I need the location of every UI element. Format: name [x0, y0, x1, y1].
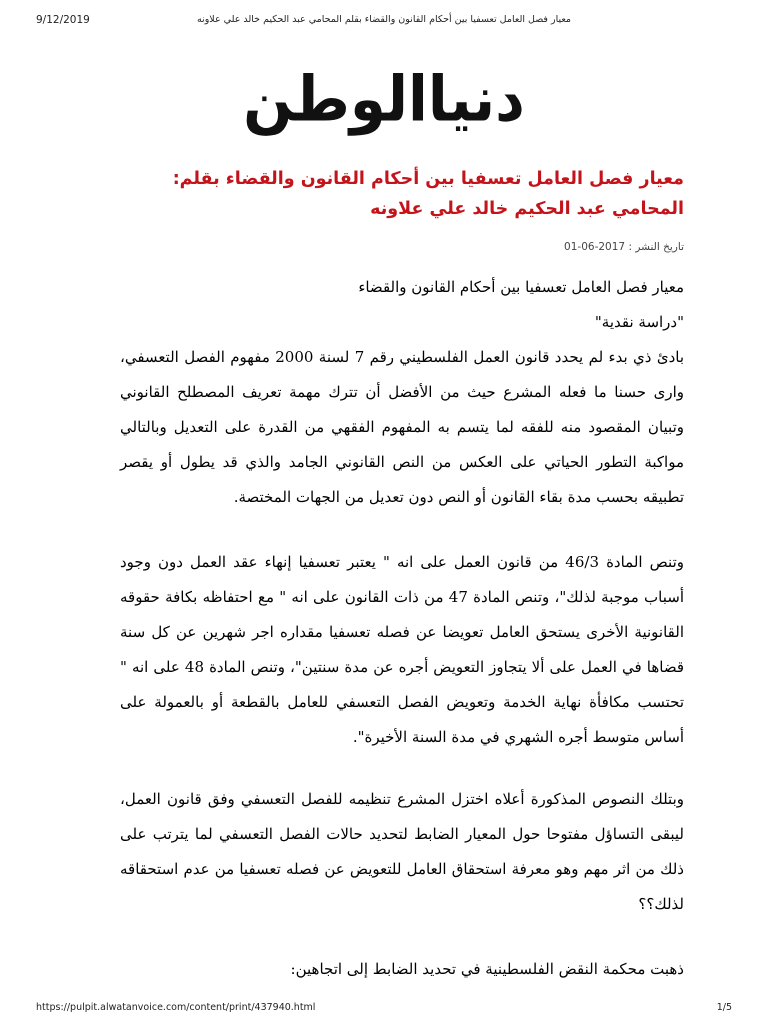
- article-title: معيار فصل العامل تعسفيا بين أحكام القانون والقضاء بقلم: المحامي عبد الحكيم خالد علي علاونه: [172, 169, 684, 219]
- article-paragraph: معيار فصل العامل تعسفيا بين أحكام القانون والقضاء: [358, 278, 684, 296]
- publish-date: تاريخ النشر : 2017-06-01: [564, 241, 684, 253]
- site-logo: [0, 64, 768, 134]
- page-number: 1/5: [716, 1002, 732, 1013]
- article: [120, 164, 684, 987]
- print-header-title: معيار فصل العامل تعسفيا بين أحكام القانون والقضاء بقلم المحامي عبد الحكيم خالد علي علاونه: [196, 14, 572, 25]
- site-logo-text: دنياالوطن: [243, 62, 525, 136]
- print-date: 9/12/2019: [36, 14, 90, 26]
- article-paragraph: وتنص المادة 46/3 من قانون العمل على انه " يعتبر تعسفيا إنهاء عقد العمل دون وجود أسباب موجبة لذلك"، وتنص المادة 47 من ذات القانون على انه " مع احتفاظه بكافة حقوقه القانونية الأخرى يستحق العامل تعويضا عن فصله تعسفيا مقداره اجر شهرين عن كل سنة قضاها في العمل على ألا يتجاوز التعويض أجره عن مدة سنتين"، وتنص المادة 48 على انه " تحتسب مكافأة نهاية الخدمة وتعويض الفصل التعسفي للعامل بالقطعة أو بالعمولة على أساس متوسط أجره الشهري في مدة السنة الأخيرة".: [120, 553, 685, 746]
- print-url[interactable]: https://pulpit.alwatanvoice.com/content/print/437940.html: [36, 1002, 316, 1013]
- print-footer: [36, 1002, 732, 1016]
- article-paragraph: وبتلك النصوص المذكورة أعلاه اختزل المشرع تنظيمه للفصل التعسفي وفق قانون العمل، ليبقى التساؤل مفتوحا حول المعيار الضابط لتحديد حالات الفصل التعسفي لما يترتب على ذلك من اثر مهم وهو معرفة استحقاق العامل للتعويض عن فصله تعسفيا من عدم استحقاقه لذلك؟؟: [120, 790, 684, 913]
- article-paragraph: بادئ ذي بدء لم يحدد قانون العمل الفلسطيني رقم 7 لسنة 2000 مفهوم الفصل التعسفي، وارى حسنا ما فعله المشرع حيث من الأفضل أن تترك مهمة تعريف المصطلح القانوني وتبيان المقصود منه للفقه لما يتسم به المفهوم الفقهي من القدرة على التعديل وبالتالي مواكبة التطور الحياتي على العكس من النص القانوني الجامد والذي قد يطول أو يقصر تطبيقه بحسب مدة بقاء القانون أو النص دون تعديل من الجهات المختصة.: [120, 348, 684, 506]
- print-header: [36, 14, 732, 30]
- article-body: [120, 270, 684, 987]
- article-paragraph: "دراسة نقدية": [594, 313, 684, 331]
- article-paragraph: ذهبت محكمة النقض الفلسطينية في تحديد الضابط إلى اتجاهين:: [290, 960, 684, 978]
